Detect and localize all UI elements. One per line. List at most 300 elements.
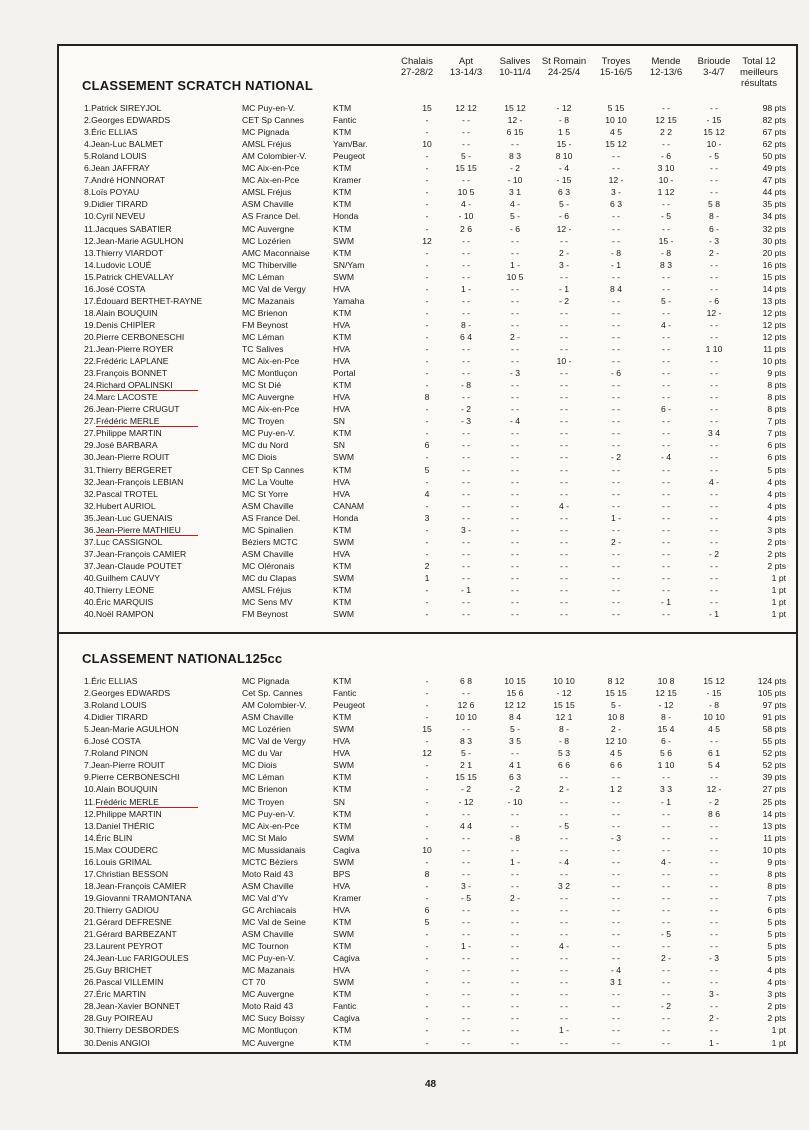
motorcycle-brand: Yam/Bar. — [333, 139, 368, 150]
event-score: - - — [661, 548, 671, 559]
event-score: 3 2 — [558, 880, 570, 891]
total-points: 12 pts — [762, 319, 786, 330]
event-score: - - — [709, 560, 719, 571]
event-score: - - — [461, 1013, 471, 1024]
motorcycle-brand: Kramer — [333, 175, 362, 186]
event-score: - - — [709, 856, 719, 867]
event-score: 5 4 — [708, 760, 720, 771]
table-row — [0, 102, 809, 114]
event-score: - — [425, 223, 429, 234]
event-score: 2 - — [558, 247, 570, 258]
event-score: - — [425, 404, 429, 415]
event-score: - - — [461, 832, 471, 843]
event-score: - - — [611, 929, 621, 940]
event-score: - - — [461, 307, 471, 318]
event-score: - - — [661, 223, 671, 234]
club-name: MC Mazanais — [242, 295, 295, 306]
event-score: - 3 — [708, 235, 720, 246]
event-score: - 10 — [507, 175, 523, 186]
event-score: - - — [661, 1037, 671, 1048]
event-score: 8 — [424, 392, 430, 403]
event-score: 3 - — [610, 187, 622, 198]
event-score: - - — [661, 199, 671, 210]
event-score: - - — [510, 356, 520, 367]
event-score: - - — [559, 1013, 569, 1024]
rider-name: 5.Jean-Marie AGULHON — [84, 724, 179, 735]
event-score: - - — [461, 259, 471, 270]
table-row — [0, 1000, 809, 1012]
club-name: MC Diois — [242, 452, 277, 463]
event-score: - 5 — [660, 929, 672, 940]
event-score: 5 15 — [607, 103, 625, 113]
event-score: - — [425, 344, 429, 354]
event-score: - — [425, 151, 429, 162]
event-score: - 8 — [708, 700, 720, 711]
table-row — [0, 699, 809, 711]
total-points: 7 pts — [767, 428, 786, 439]
event-scores — [398, 186, 770, 198]
club-name: MC Montluçon — [242, 1025, 298, 1036]
event-score: - - — [611, 331, 621, 342]
table-row — [0, 210, 809, 222]
club-name: AMSL Fréjus — [242, 187, 292, 198]
total-points: 3 pts — [767, 524, 786, 535]
event-scores — [398, 868, 770, 880]
event-scores — [398, 150, 770, 162]
event-score: 5 — [424, 464, 430, 475]
event-score: - - — [461, 548, 471, 559]
event-score: - - — [461, 929, 471, 940]
club-name: MC Lozérien — [242, 235, 291, 246]
event-score: 3 - — [708, 989, 720, 1000]
motorcycle-brand: SWM — [333, 536, 355, 547]
event-score: 6 8 — [460, 676, 472, 686]
event-score: - - — [611, 989, 621, 1000]
event-score: - - — [611, 307, 621, 318]
rider-name: 12.Jean-Marie AGULHON — [84, 235, 184, 246]
club-name: AMC Maconnaise — [242, 247, 310, 258]
event-score: - - — [611, 892, 621, 903]
event-scores — [398, 1000, 770, 1012]
event-score: - 12 — [658, 700, 674, 711]
event-score: 2 - — [558, 784, 570, 795]
total-points: 8 pts — [767, 868, 786, 879]
event-score: - - — [611, 476, 621, 487]
event-score: - - — [661, 977, 671, 988]
event-score: - — [425, 1013, 429, 1024]
event-score: - - — [661, 808, 671, 819]
motorcycle-brand: Peugeot — [333, 151, 366, 162]
event-score: - - — [709, 488, 719, 499]
rider-name: 27.Éric MARTIN — [84, 989, 146, 1000]
event-score: 10 10 — [605, 115, 627, 126]
event-score: 2 - — [660, 953, 672, 964]
motorcycle-brand: KTM — [333, 199, 352, 210]
event-score: 8 3 — [660, 259, 672, 270]
table-row — [0, 427, 809, 439]
event-score: - - — [709, 464, 719, 475]
club-name: TC Salives — [242, 344, 284, 354]
club-name: MC Léman — [242, 331, 285, 342]
table-row — [0, 235, 809, 247]
motorcycle-brand: KTM — [333, 941, 352, 952]
event-scores — [398, 331, 770, 343]
event-scores — [398, 295, 770, 307]
rider-name: 16.Louis GRIMAL — [84, 856, 152, 867]
event-score: 12 - — [706, 784, 722, 795]
table-row — [0, 783, 809, 795]
event-score: 12 - — [556, 223, 572, 234]
table-row — [0, 476, 809, 488]
motorcycle-brand: HVA — [333, 965, 351, 976]
event-score: - - — [510, 247, 520, 258]
rider-name: 29.José BARBARA — [84, 440, 158, 451]
event-score: - — [425, 1001, 429, 1012]
event-scores — [398, 711, 770, 723]
event-score: - 2 — [509, 784, 521, 795]
event-score: - - — [709, 1001, 719, 1012]
table-row — [0, 675, 809, 687]
event-score: - — [425, 428, 429, 439]
total-points: 11 pts — [763, 344, 786, 354]
event-score: - 12 — [458, 796, 474, 807]
event-score: 6 3 — [558, 187, 570, 198]
motorcycle-brand: KTM — [333, 187, 352, 198]
event-score: 12 15 — [655, 115, 677, 126]
event-scores — [398, 771, 770, 783]
event-score: 5 - — [460, 151, 472, 162]
table-row — [0, 367, 809, 379]
table-row — [0, 464, 809, 476]
event-score: 3 - — [460, 524, 472, 535]
event-score: - - — [709, 585, 719, 595]
event-scores — [398, 235, 770, 247]
table-row — [0, 331, 809, 343]
table-row — [0, 223, 809, 235]
table-row — [0, 403, 809, 415]
event-score: 12 10 — [605, 736, 627, 747]
event-score: - - — [461, 560, 471, 571]
event-score: - - — [461, 488, 471, 499]
table-row — [0, 548, 809, 560]
event-score: - — [425, 187, 429, 198]
total-points: 7 pts — [767, 416, 786, 427]
event-score: - - — [611, 953, 621, 964]
rider-name: 26.Jean-Pierre CRUGUT — [84, 404, 180, 415]
event-score: 3 - — [460, 880, 472, 891]
motorcycle-brand: HVA — [333, 404, 351, 415]
event-score: - - — [510, 452, 520, 463]
event-score: - - — [661, 989, 671, 1000]
rider-name: 17.Christian BESSON — [84, 868, 169, 879]
motorcycle-brand: KTM — [333, 784, 352, 795]
event-scores — [398, 476, 770, 488]
event-score: 4 - — [660, 319, 672, 330]
rider-name: 20.Thierry GADIOU — [84, 904, 159, 915]
table-row — [0, 596, 809, 608]
event-scores — [398, 138, 770, 150]
table-row — [0, 856, 809, 868]
event-scores — [398, 283, 770, 295]
motorcycle-brand: KTM — [333, 103, 352, 113]
club-name: MC St Malo — [242, 832, 287, 843]
event-score: - - — [661, 331, 671, 342]
event-score: - - — [661, 892, 671, 903]
club-name: ASM Chaville — [242, 199, 294, 210]
event-score: - - — [461, 235, 471, 246]
total-points: 6 pts — [767, 904, 786, 915]
table-row — [0, 735, 809, 747]
event-score: - - — [661, 416, 671, 427]
event-scores — [398, 584, 770, 596]
event-score: - - — [611, 772, 621, 783]
event-score: - - — [611, 271, 621, 282]
total-points: 4 pts — [767, 476, 786, 487]
club-name: MC La Voulte — [242, 476, 294, 487]
event-score: - - — [510, 609, 520, 620]
event-score: - - — [661, 609, 671, 620]
total-points: 1 pt — [771, 597, 786, 608]
event-score: - 15 — [706, 115, 722, 126]
event-scores — [398, 904, 770, 916]
event-score: - - — [559, 440, 569, 451]
event-score: - - — [461, 977, 471, 988]
event-score: - — [425, 796, 429, 807]
total-points: 16 pts — [762, 259, 786, 270]
event-score: - - — [461, 536, 471, 547]
event-score: 8 - — [708, 211, 720, 222]
club-name: Moto Raid 43 — [242, 868, 294, 879]
event-score: - - — [510, 941, 520, 952]
club-name: MC Brienon — [242, 307, 288, 318]
event-scores — [398, 451, 770, 463]
event-score: - 5 — [708, 151, 720, 162]
rider-name: 11.Frédéric MERLE — [84, 796, 159, 807]
event-score: 4 - — [660, 856, 672, 867]
event-score: - - — [461, 175, 471, 186]
table-row — [0, 747, 809, 759]
event-score: - - — [709, 103, 719, 113]
total-points: 97 pts — [762, 700, 786, 711]
rider-name: 7.Jean-Pierre ROUIT — [84, 760, 165, 771]
club-name: MC Puy-en-V. — [242, 953, 296, 964]
event-scores — [398, 427, 770, 439]
event-scores — [398, 223, 770, 235]
event-score: - — [425, 597, 429, 608]
event-score: - - — [709, 892, 719, 903]
event-score: - - — [611, 404, 621, 415]
motorcycle-brand: HVA — [333, 356, 351, 367]
event-score: 15 - — [556, 139, 572, 150]
event-score: 8 — [424, 868, 430, 879]
event-score: - - — [661, 283, 671, 294]
event-score: - - — [709, 404, 719, 415]
event-score: - - — [611, 211, 621, 222]
event-scores — [398, 820, 770, 832]
event-score: - — [425, 772, 429, 783]
total-points: 4 pts — [767, 500, 786, 511]
event-score: 3 - — [558, 259, 570, 270]
total-points: 12 pts — [762, 331, 786, 342]
event-scores — [398, 343, 770, 355]
event-score: 5 — [424, 917, 430, 927]
event-score: - - — [709, 440, 719, 451]
event-score: - - — [461, 500, 471, 511]
club-name: MC Troyen — [242, 416, 285, 427]
event-score: - - — [461, 127, 471, 138]
total-points: 5 pts — [767, 917, 786, 927]
club-name: CET Sp Cannes — [242, 115, 304, 126]
club-name: CET Sp Cannes — [242, 464, 304, 475]
motorcycle-brand: KTM — [333, 1037, 352, 1048]
event-score: 10 8 — [657, 676, 675, 686]
club-name: ASM Chaville — [242, 500, 294, 511]
rider-name: 32.Jean-François LEBIAN — [84, 476, 184, 487]
event-score: - - — [510, 1037, 520, 1048]
event-score: - - — [559, 892, 569, 903]
event-score: - - — [709, 844, 719, 855]
table-row — [0, 560, 809, 572]
event-scores — [398, 560, 770, 572]
event-score: - — [425, 808, 429, 819]
event-score: - - — [611, 344, 621, 354]
total-points: 2 pts — [767, 560, 786, 571]
motorcycle-brand: KTM — [333, 712, 352, 723]
rider-name: 20.Pierre CERBONESCHI — [84, 331, 185, 342]
club-name: MC Thiberville — [242, 259, 297, 270]
event-score: - - — [559, 609, 569, 620]
table-row — [0, 904, 809, 916]
event-scores — [398, 783, 770, 795]
motorcycle-brand: Honda — [333, 512, 359, 523]
event-score: - 2 — [610, 452, 622, 463]
event-score: - - — [510, 428, 520, 439]
rider-name: 35.Jean-Luc GUENAIS — [84, 512, 173, 523]
event-score: - — [425, 941, 429, 952]
rider-name: 9.Pierre CERBONESCHI — [84, 772, 180, 783]
rider-name: 12.Philippe MARTIN — [84, 808, 162, 819]
event-score: - 4 — [558, 163, 570, 174]
event-score: - - — [661, 380, 671, 391]
rider-name: 32.Pascal TROTEL — [84, 488, 158, 499]
total-points: 47 pts — [762, 175, 786, 186]
event-score: 5 - — [660, 295, 672, 306]
event-score: - - — [510, 464, 520, 475]
event-score: 15 15 — [553, 700, 575, 711]
club-name: MC Mazanais — [242, 965, 295, 976]
table-row — [0, 283, 809, 295]
motorcycle-brand: HVA — [333, 880, 351, 891]
event-score: - - — [611, 1025, 621, 1036]
event-score: - - — [461, 1025, 471, 1036]
event-score: - - — [510, 917, 520, 927]
table-row — [0, 976, 809, 988]
event-score: - - — [709, 572, 719, 583]
event-score: 15 — [422, 724, 432, 735]
event-score: 3 10 — [657, 163, 675, 174]
total-points: 8 pts — [767, 880, 786, 891]
event-scores — [398, 940, 770, 952]
event-score: 1 10 — [705, 344, 723, 354]
event-score: - - — [559, 404, 569, 415]
table-row — [0, 198, 809, 210]
event-score: - - — [661, 440, 671, 451]
event-score: - - — [461, 953, 471, 964]
event-score: - — [425, 700, 429, 711]
event-score: 10 5 — [506, 271, 524, 282]
event-score: 8 4 — [610, 283, 622, 294]
total-points: 7 pts — [767, 892, 786, 903]
event-score: - 10 — [507, 796, 523, 807]
event-score: - 8 — [460, 380, 472, 391]
club-name: MC Val de Vergy — [242, 736, 306, 747]
event-score: 6 15 — [506, 127, 524, 138]
event-score: - — [425, 524, 429, 535]
total-points: 105 pts — [757, 688, 786, 699]
event-score: - - — [661, 941, 671, 952]
event-score: - - — [559, 560, 569, 571]
event-score: - — [425, 307, 429, 318]
table-row — [0, 343, 809, 355]
club-name: MC du Var — [242, 748, 283, 759]
event-score: - 2 — [708, 796, 720, 807]
event-score: - - — [661, 868, 671, 879]
event-score: 5 - — [460, 748, 472, 759]
event-score: 6 - — [660, 404, 672, 415]
total-points: 5 pts — [767, 953, 786, 964]
motorcycle-brand: Yamaha — [333, 295, 365, 306]
event-score: - — [425, 585, 429, 595]
rider-name: 13.Thierry VIARDOT — [84, 247, 164, 258]
event-score: - - — [461, 139, 471, 150]
motorcycle-brand: HVA — [333, 748, 351, 759]
event-score: - — [425, 1037, 429, 1048]
event-score: 4 5 — [610, 127, 622, 138]
event-score: - 1 — [460, 585, 472, 595]
event-scores — [398, 102, 770, 114]
event-score: - - — [661, 904, 671, 915]
club-name: MC Sucy Boissy — [242, 1013, 305, 1024]
event-score: 3 — [424, 512, 430, 523]
event-score: - — [425, 712, 429, 723]
event-score: - - — [510, 868, 520, 879]
event-score: - 5 — [558, 820, 570, 831]
motorcycle-brand: KTM — [333, 560, 352, 571]
event-score: - - — [510, 844, 520, 855]
club-name: ASM Chaville — [242, 929, 294, 940]
rider-name: 2.Georges EDWARDS — [84, 115, 171, 126]
event-score: - — [425, 536, 429, 547]
event-score: - - — [559, 488, 569, 499]
club-name: MC Aix-en-Pce — [242, 163, 300, 174]
event-score: - 15 — [556, 175, 572, 186]
event-score: 6 3 — [509, 772, 521, 783]
motorcycle-brand: KTM — [333, 597, 352, 608]
event-score: - - — [559, 929, 569, 940]
table-row — [0, 536, 809, 548]
total-points: 15 pts — [762, 271, 786, 282]
rider-name: 21.Gérard DEFRESNE — [84, 917, 172, 927]
event-score: - — [425, 820, 429, 831]
event-scores — [398, 488, 770, 500]
event-score: - - — [661, 560, 671, 571]
table-row — [0, 1012, 809, 1024]
event-score: 15 12 — [703, 127, 725, 138]
event-scores — [398, 512, 770, 524]
event-score: - - — [559, 307, 569, 318]
event-score: - - — [709, 416, 719, 427]
scratch-title: CLASSEMENT SCRATCH NATIONAL — [82, 78, 313, 93]
